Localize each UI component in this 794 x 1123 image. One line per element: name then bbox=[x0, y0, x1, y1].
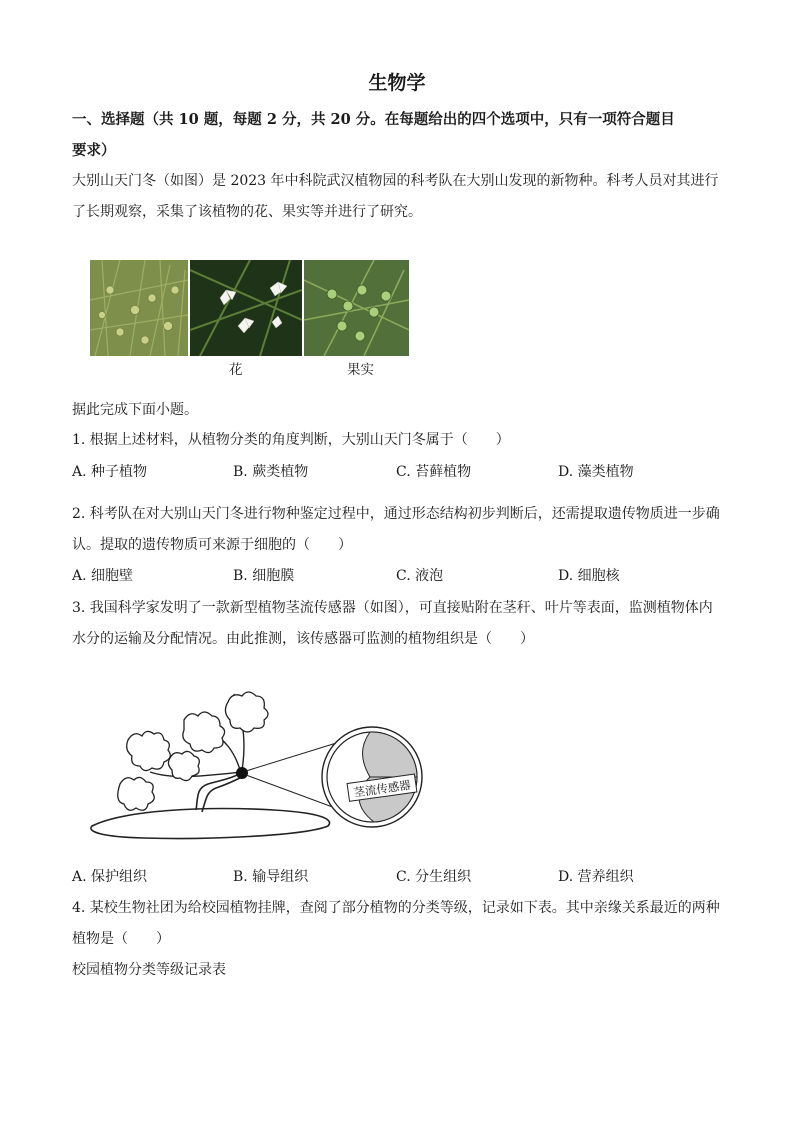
fruit-photo bbox=[304, 260, 409, 356]
option-b[interactable]: B. 蕨类植物 bbox=[233, 464, 309, 480]
option-a[interactable]: A. 保护组织 bbox=[72, 869, 148, 885]
option-c[interactable]: C. 分生组织 bbox=[396, 869, 472, 885]
section-heading-line1: 一、选择题（共 10 题，每题 2 分，共 20 分。在每题给出的四个选项中，只有一项符合题目 bbox=[72, 111, 675, 128]
option-a[interactable]: A. 种子植物 bbox=[72, 464, 148, 480]
option-c[interactable]: C. 液泡 bbox=[396, 568, 444, 584]
material-line1: 大别山天门冬（如图）是 2023 年中科院武汉植物园的科考队在大别山发现的新物种。科考人员对其进行 bbox=[72, 173, 719, 189]
question-2-stem bbox=[72, 499, 724, 561]
fruit-caption: 果实 bbox=[347, 362, 374, 378]
sensor-label: 茎流传感器 bbox=[352, 777, 412, 800]
section-heading bbox=[72, 104, 724, 166]
question-1-stem: 1. 根据上述材料，从植物分类的角度判断，大别山天门冬属于（ ） bbox=[72, 432, 510, 448]
option-d[interactable]: D. 藻类植物 bbox=[558, 464, 634, 480]
question-2-line2: 认。提取的遗传物质可来源于细胞的（ ） bbox=[72, 537, 352, 553]
question-4-line2: 植物是（ ） bbox=[72, 931, 170, 947]
option-d[interactable]: D. 细胞核 bbox=[558, 568, 620, 584]
question-2-options bbox=[72, 565, 724, 587]
option-b[interactable]: B. 输导组织 bbox=[233, 869, 309, 885]
sensor-figure bbox=[84, 680, 424, 852]
plant-photo bbox=[90, 260, 188, 356]
question-4-line1: 4. 某校生物社团为给校园植物挂牌，查阅了部分植物的分类等级，记录如下表。其中亲缘关系最近的两种 bbox=[72, 900, 720, 916]
option-d[interactable]: D. 营养组织 bbox=[558, 869, 634, 885]
question-1-options bbox=[72, 461, 724, 483]
option-a[interactable]: A. 细胞壁 bbox=[72, 568, 134, 584]
question-3-stem bbox=[72, 593, 724, 655]
material-prompt: 据此完成下面小题。 bbox=[72, 402, 198, 418]
flower-caption: 花 bbox=[229, 362, 243, 378]
section-heading-line2: 要求） bbox=[72, 142, 116, 159]
page-title: 生物学 bbox=[368, 72, 426, 94]
material-line2: 了长期观察，采集了该植物的花、果实等并进行了研究。 bbox=[72, 204, 422, 220]
question-2-line1: 2. 科考队在对大别山天门冬进行物种鉴定过程中，通过形态结构初步判断后，还需提取遗传物质进一步确 bbox=[72, 506, 720, 522]
question-3-line2: 水分的运输及分配情况。由此推测，该传感器可监测的植物组织是（ ） bbox=[72, 631, 534, 647]
flower-photo bbox=[190, 260, 302, 356]
question-3-line1: 3. 我国科学家发明了一款新型植物茎流传感器（如图），可直接贴附在茎秆、叶片等表面，监测植物体内 bbox=[72, 600, 713, 616]
table-title: 校园植物分类等级记录表 bbox=[72, 962, 226, 978]
option-b[interactable]: B. 细胞膜 bbox=[233, 568, 295, 584]
question-4-stem bbox=[72, 893, 724, 955]
option-c[interactable]: C. 苔藓植物 bbox=[396, 464, 472, 480]
question-3-options bbox=[72, 866, 724, 888]
material-text bbox=[72, 166, 724, 228]
